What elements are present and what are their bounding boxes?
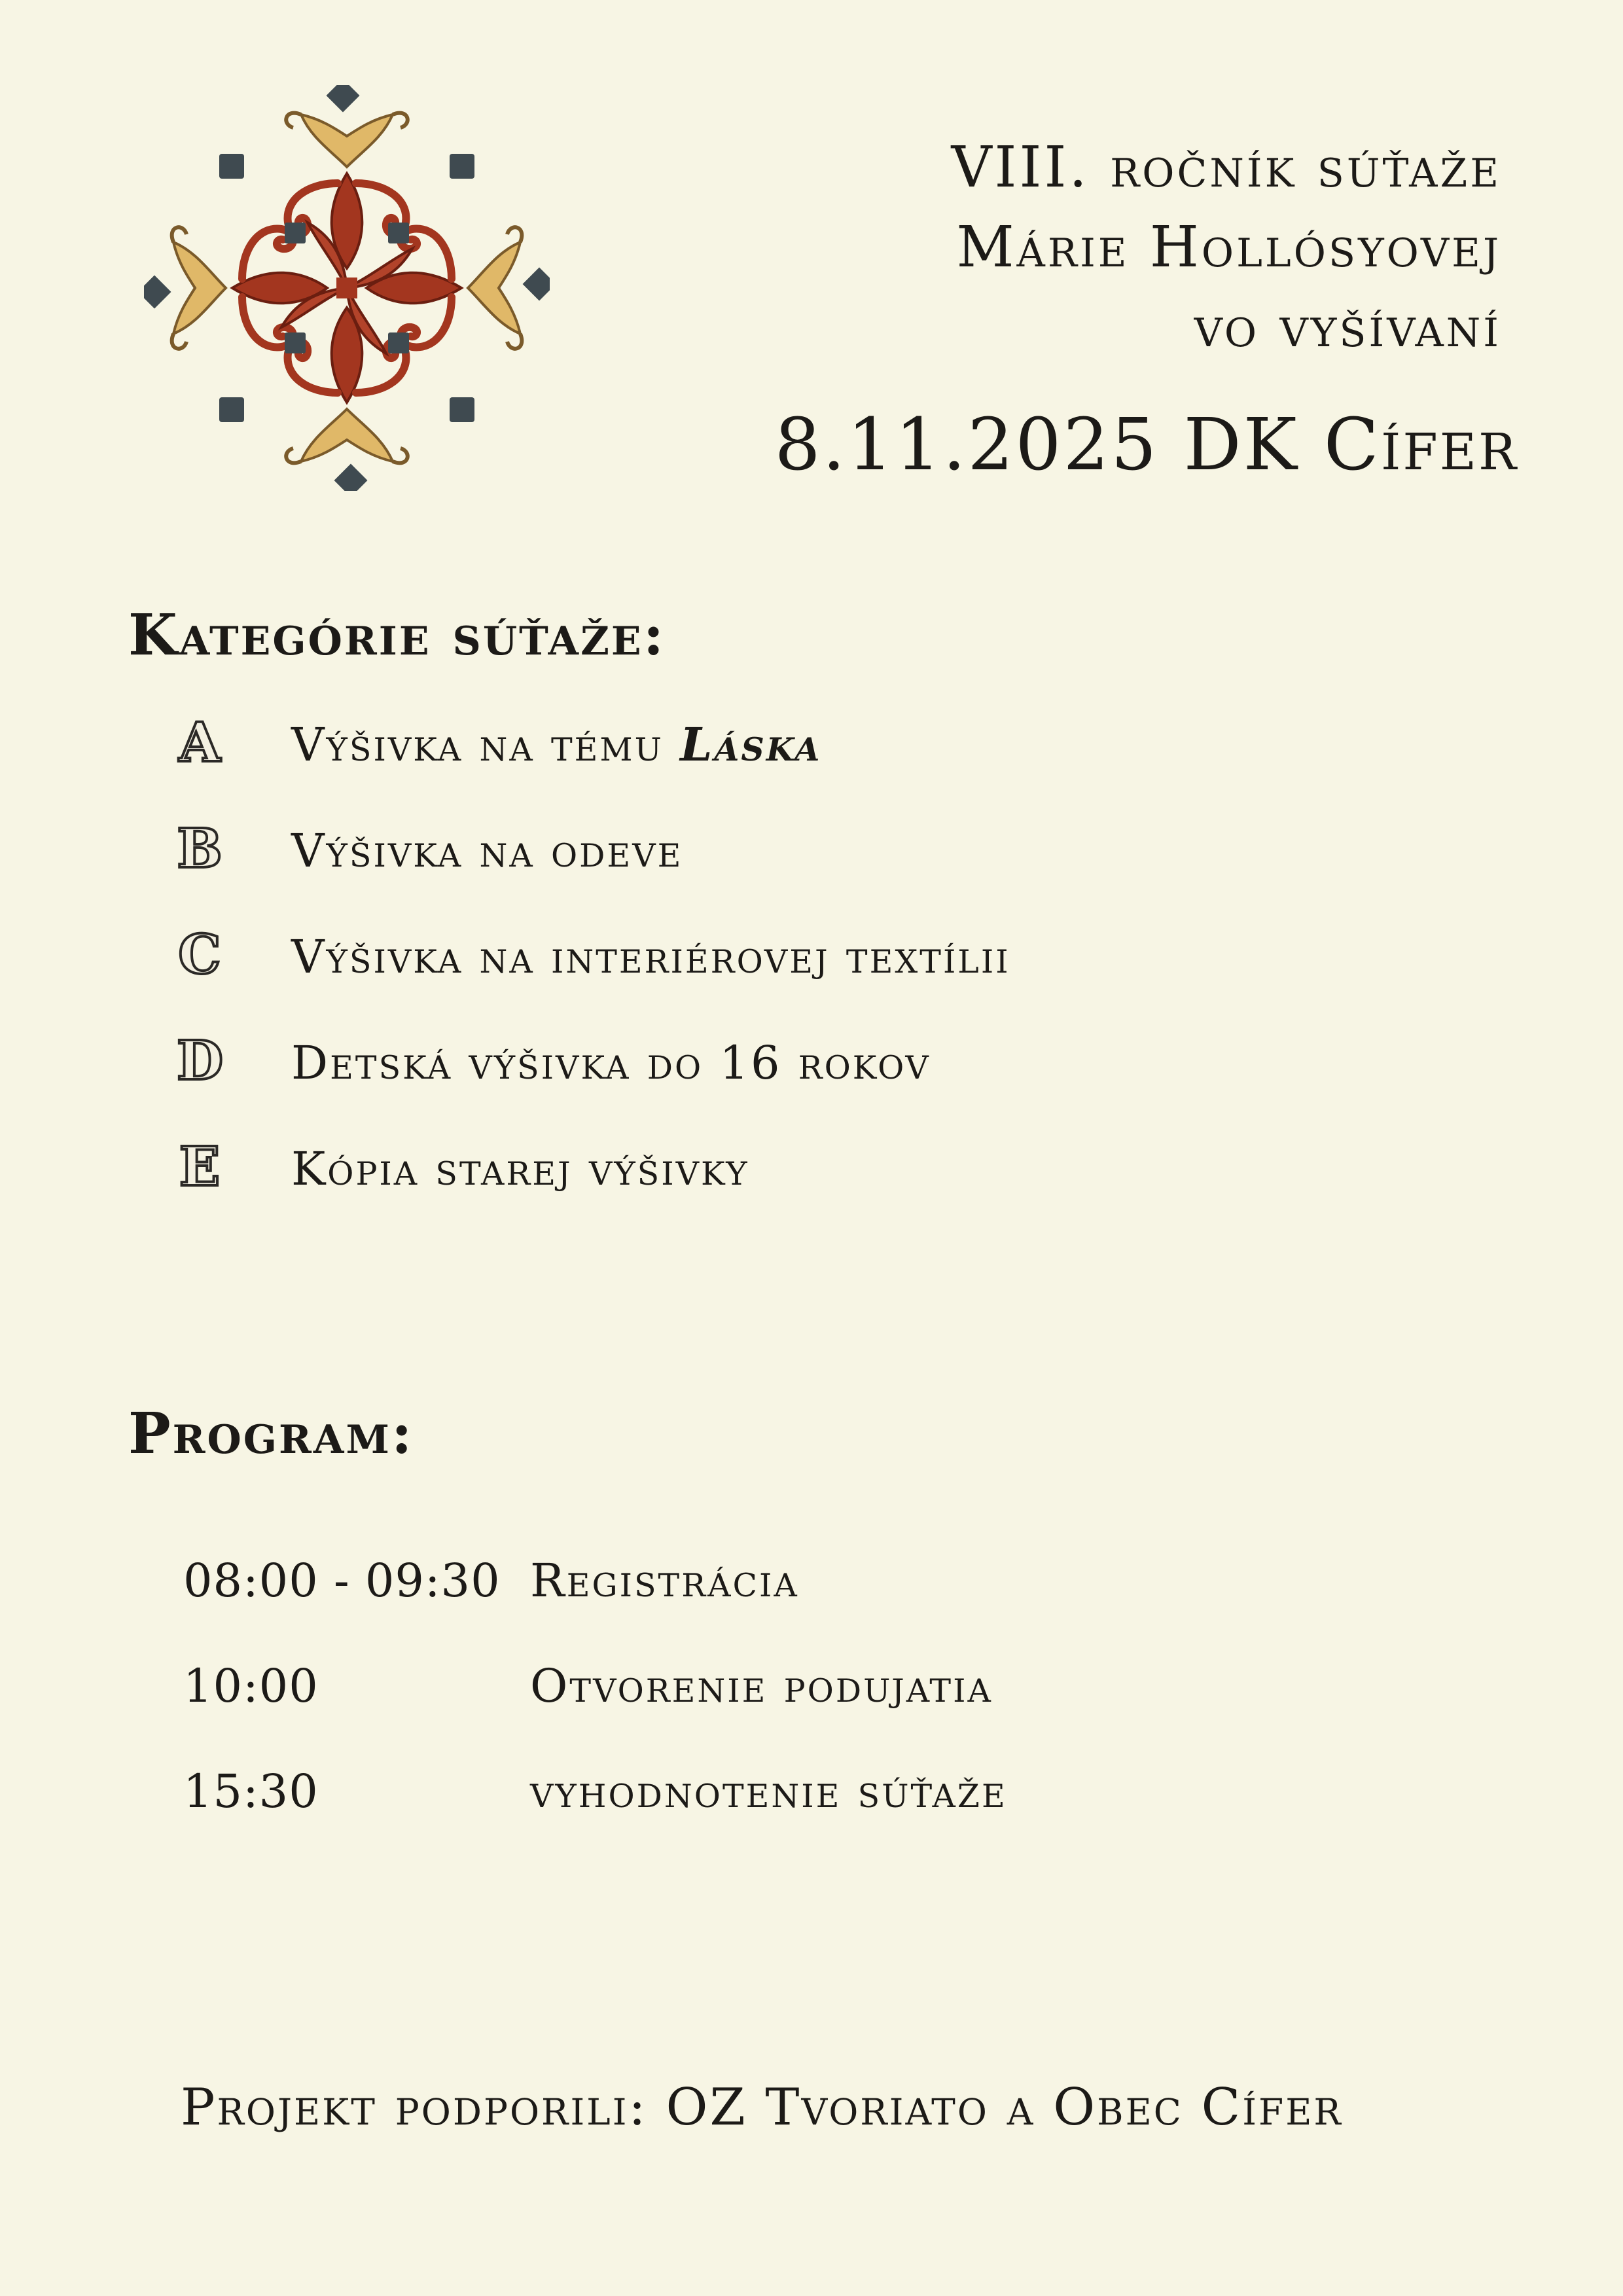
program-event: Otvorenie podujatia	[530, 1659, 993, 1713]
category-letter: A	[179, 711, 221, 774]
category-text: Kópia starej výšivky	[291, 1142, 749, 1196]
sponsors-footer: Projekt podporili: OZ Tvoriato a Obec Cífer	[181, 2078, 1343, 2137]
categories-heading: Kategórie súťaže:	[128, 602, 666, 668]
category-text: Výšivka na interiérovej textílii	[291, 930, 1010, 984]
category-letter: C	[178, 924, 221, 986]
program-event: Registrácia	[530, 1554, 799, 1607]
embroidery-ornament-icon	[144, 85, 550, 491]
event-title-line-1: VIII. ročník súťaže	[951, 135, 1501, 200]
event-title-line-3: vo vyšívaní	[1194, 295, 1501, 360]
category-text: Detská výšivka do 16 rokov	[291, 1036, 931, 1090]
category-emphasis: Láska	[680, 717, 822, 772]
category-text: Výšivka na odeve	[291, 824, 683, 878]
program-heading: Program:	[128, 1401, 414, 1467]
category-text: Výšivka na tému Láska	[291, 717, 822, 772]
program-time: 15:30	[183, 1765, 319, 1818]
program-time: 08:00 - 09:30	[183, 1554, 501, 1607]
event-date-place: 8.11.2025 DK Cífer	[774, 403, 1518, 486]
event-title-line-2: Márie Hollósyovej	[956, 215, 1501, 280]
category-letter: D	[177, 1030, 224, 1092]
event-header	[951, 128, 1501, 367]
category-letter: B	[177, 817, 223, 880]
program-event: vyhodnotenie súťaže	[530, 1765, 1007, 1818]
program-time: 10:00	[183, 1659, 319, 1713]
category-letter: E	[179, 1136, 221, 1198]
